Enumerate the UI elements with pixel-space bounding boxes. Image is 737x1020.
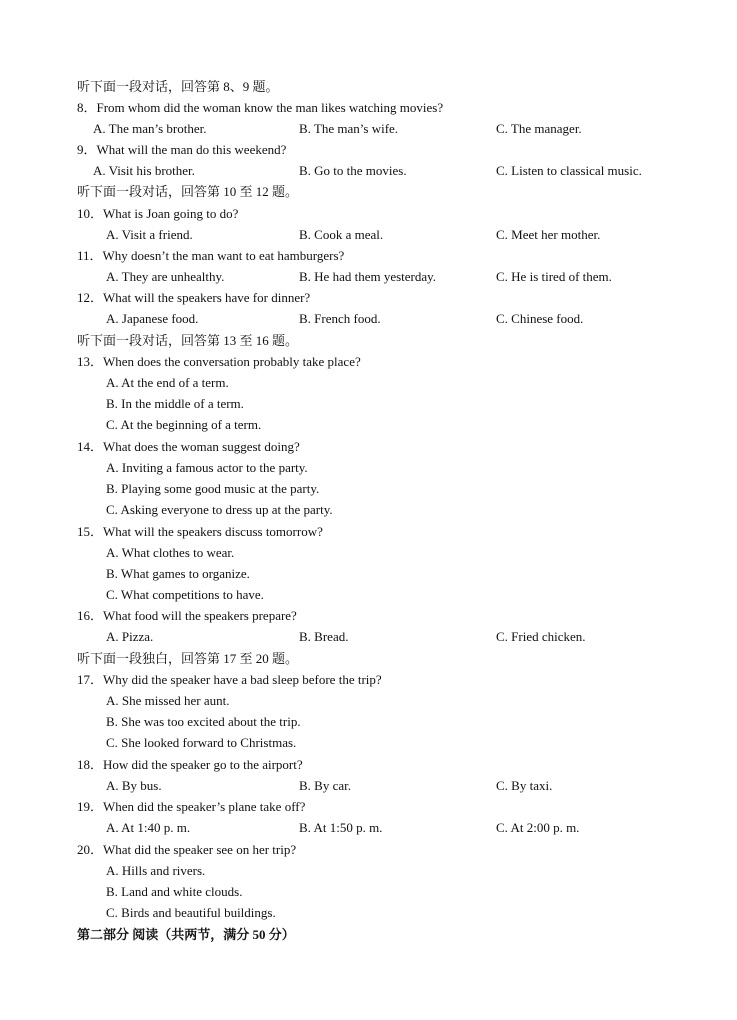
question-stem: 10．What is Joan going to do? — [77, 206, 239, 221]
question-stem: 20．What did the speaker see on her trip? — [77, 842, 297, 857]
question-stem: 19．When did the speaker’s plane take off? — [77, 799, 306, 814]
option-c: C. Listen to classical music. — [496, 163, 642, 178]
option-b: B. She was too excited about the trip. — [106, 714, 301, 729]
option-a: A. Visit a friend. — [106, 227, 193, 242]
option-a: A. The man’s brother. — [93, 121, 207, 136]
option-c: C. Birds and beautiful buildings. — [106, 905, 276, 920]
question-stem: 17．Why did the speaker have a bad sleep before the trip? — [77, 672, 382, 687]
option-b: B. In the middle of a term. — [106, 396, 244, 411]
section-heading: 听下面一段对话，回答第 10 至 12 题。 — [77, 184, 299, 199]
option-a: A. At 1:40 p. m. — [106, 820, 191, 835]
option-b: B. Land and white clouds. — [106, 884, 243, 899]
option-b: B. The man’s wife. — [299, 121, 399, 136]
option-b: B. What games to organize. — [106, 566, 250, 581]
option-a: A. She missed her aunt. — [106, 693, 230, 708]
option-c: C. He is tired of them. — [496, 269, 612, 284]
option-c: C. Chinese food. — [496, 311, 584, 326]
option-a: A. At the end of a term. — [106, 375, 229, 390]
question-stem: 8．From whom did the woman know the man likes watching movies? — [77, 100, 444, 115]
option-c: C. She looked forward to Christmas. — [106, 735, 297, 750]
option-c: C. By taxi. — [496, 778, 553, 793]
option-b: B. Playing some good music at the party. — [106, 481, 320, 496]
question-stem: 12．What will the speakers have for dinner? — [77, 290, 311, 305]
option-b: B. French food. — [299, 311, 381, 326]
question-stem: 16．What food will the speakers prepare? — [77, 608, 297, 623]
section-heading: 听下面一段对话，回答第 8、9 题。 — [77, 79, 279, 94]
part-heading: 第二部分 阅读（共两节，满分 50 分） — [77, 927, 295, 942]
question-stem: 11．Why doesn’t the man want to eat hamburgers? — [77, 248, 345, 263]
option-b: B. By car. — [299, 778, 351, 793]
option-c: C. At the beginning of a term. — [106, 417, 262, 432]
question-stem: 18．How did the speaker go to the airport? — [77, 757, 303, 772]
question-stem: 15．What will the speakers discuss tomorrow? — [77, 524, 323, 539]
section-heading: 听下面一段独白，回答第 17 至 20 题。 — [77, 651, 299, 666]
option-a: A. Inviting a famous actor to the party. — [106, 460, 308, 475]
option-b: B. Cook a meal. — [299, 227, 384, 242]
option-c: C. Asking everyone to dress up at the party. — [106, 502, 333, 517]
option-a: A. Japanese food. — [106, 311, 199, 326]
option-a: A. Hills and rivers. — [106, 863, 206, 878]
option-a: A. Visit his brother. — [93, 163, 195, 178]
option-c: C. Meet her mother. — [496, 227, 601, 242]
option-a: A. What clothes to wear. — [106, 545, 235, 560]
option-c: C. The manager. — [496, 121, 582, 136]
option-b: B. Go to the movies. — [299, 163, 407, 178]
option-c: C. What competitions to have. — [106, 587, 264, 602]
option-b: B. Bread. — [299, 629, 349, 644]
option-b: B. At 1:50 p. m. — [299, 820, 383, 835]
option-a: A. By bus. — [106, 778, 162, 793]
question-stem: 13．When does the conversation probably take place? — [77, 354, 361, 369]
option-c: C. At 2:00 p. m. — [496, 820, 580, 835]
question-stem: 14．What does the woman suggest doing? — [77, 439, 300, 454]
option-c: C. Fried chicken. — [496, 629, 586, 644]
option-a: A. They are unhealthy. — [106, 269, 225, 284]
question-stem: 9．What will the man do this weekend? — [77, 142, 287, 157]
section-heading: 听下面一段对话，回答第 13 至 16 题。 — [77, 333, 299, 348]
option-a: A. Pizza. — [106, 629, 154, 644]
option-b: B. He had them yesterday. — [299, 269, 437, 284]
